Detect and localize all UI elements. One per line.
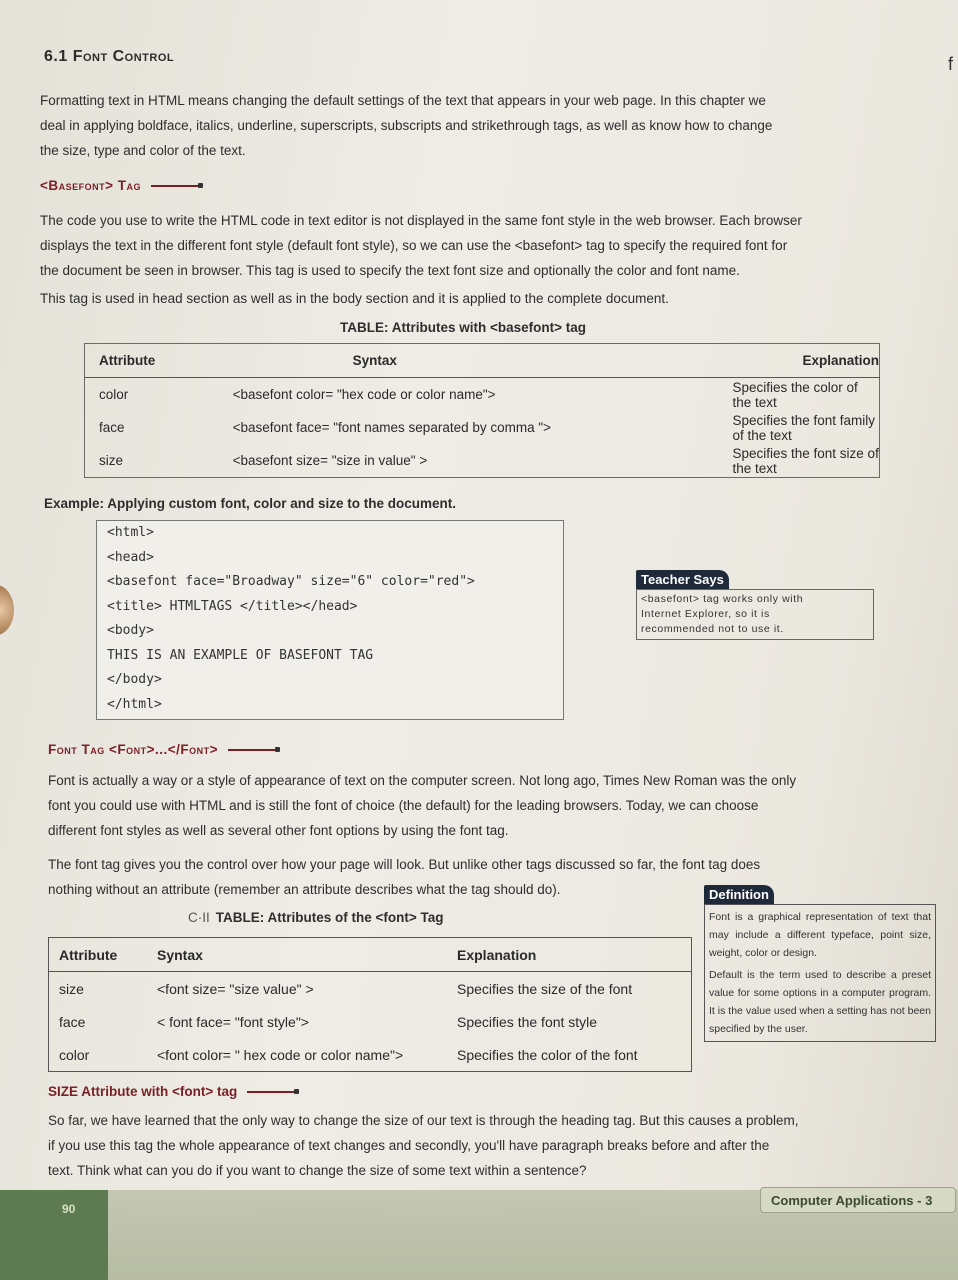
table-header: Attribute bbox=[59, 946, 118, 963]
font-tag-heading bbox=[48, 742, 278, 757]
table-header: Explanation bbox=[457, 946, 537, 963]
size-attribute-paragraph bbox=[48, 1108, 948, 1183]
font-table-caption-text: TABLE: Attributes of the <font> Tag bbox=[215, 910, 444, 925]
section-heading: 6.1 Font Control bbox=[44, 48, 175, 65]
arrow-icon bbox=[151, 185, 201, 187]
font-tag-line: different font styles as well as several other font options by using the font tag. bbox=[48, 823, 509, 838]
table-cell: Specifies the color of the font bbox=[457, 1046, 638, 1063]
edge-letter: f bbox=[948, 54, 954, 74]
font-tag-paragraph bbox=[48, 768, 938, 843]
size-attribute-line: if you use this tag the whole appearance of text changes and secondly, you'll have paragraph breaks before and after the bbox=[48, 1138, 770, 1153]
table-cell: <basefont face= "font names separated by comma "> bbox=[232, 420, 552, 435]
code-line: THIS IS AN EXAMPLE OF BASEFONT TAG bbox=[107, 647, 374, 663]
size-attribute-heading-text: SIZE Attribute with <font> tag bbox=[48, 1084, 238, 1099]
table-cell: size bbox=[99, 453, 124, 468]
definition-text: Default is the term used to describe a preset value for some options in a computer program. It is the value used when a setting has not been specified by the user. bbox=[709, 969, 931, 1035]
basefont-line: the document be seen in browser. This tag is used to specify the text font size and optionally the color and font name. bbox=[40, 263, 740, 278]
basefont-line: displays the text in the different font style (default font style), so we can use the <basefont> tag to specify the required font for bbox=[40, 238, 788, 253]
teacher-says-note bbox=[636, 570, 874, 640]
intro-line: Formatting text in HTML means changing the default settings of the text that appears in your web page. In this chapter we bbox=[40, 93, 766, 108]
table-cell: <basefont color= "hex code or color name"> bbox=[232, 387, 496, 402]
table-cell: <font size= "size value" > bbox=[157, 980, 314, 997]
table-cell: color bbox=[99, 387, 129, 402]
example-label: Example: Applying custom font, color and size to the document. bbox=[44, 496, 457, 511]
table-icon: C·II bbox=[188, 910, 210, 925]
teacher-says-line: recommended not to use it. bbox=[641, 623, 784, 635]
basefont-paragraph bbox=[40, 208, 940, 283]
table-header: Syntax bbox=[157, 946, 203, 963]
basefont-table-caption: TABLE: Attributes with <basefont> tag bbox=[340, 320, 587, 335]
definition-text: Font is a graphical representation of text that may include a different typeface, point size, weight, color or design. bbox=[709, 911, 931, 959]
code-example-box bbox=[96, 520, 564, 720]
font-tag-line: The font tag gives you the control over how your page will look. But unlike other tags discussed so far, the font tag does bbox=[48, 857, 761, 872]
table-row bbox=[49, 1038, 692, 1072]
font-tag-line: Font is actually a way or a style of appearance of text on the computer screen. Not long ago, Times New Roman was the only bbox=[48, 773, 797, 788]
definition-label: Definition bbox=[704, 885, 774, 904]
size-attribute-heading bbox=[48, 1084, 297, 1099]
basefont-heading bbox=[40, 178, 201, 193]
table-header: Syntax bbox=[352, 353, 397, 368]
table-header: Attribute bbox=[99, 353, 156, 368]
table-header: Explanation bbox=[802, 353, 879, 368]
table-cell: size bbox=[59, 980, 84, 997]
code-line: </body> bbox=[107, 672, 162, 687]
arrow-icon bbox=[228, 749, 278, 751]
table-row bbox=[85, 444, 880, 478]
code-line: <basefont face="Broadway" size="6" color="red"> bbox=[107, 574, 475, 589]
table-cell: <font color= " hex code or color name"> bbox=[157, 1046, 404, 1063]
size-attribute-line: text. Think what can you do if you want to change the size of some text within a sentence? bbox=[48, 1163, 587, 1178]
definition-box bbox=[704, 904, 936, 1042]
code-line: <body> bbox=[107, 623, 154, 638]
font-tag-heading-text: Font Tag <Font>...</Font> bbox=[48, 742, 219, 757]
size-attribute-line: So far, we have learned that the only way to change the size of our text is through the heading tag. But this causes a problem, bbox=[48, 1113, 799, 1128]
code-line: <html> bbox=[107, 525, 154, 540]
table-row bbox=[85, 378, 880, 412]
font-attributes-table bbox=[48, 937, 692, 1072]
table-cell: Specifies the size of the font bbox=[457, 980, 633, 997]
page-number-block bbox=[0, 1190, 108, 1280]
table-cell: <basefont size= "size in value" > bbox=[232, 453, 428, 468]
arrow-icon bbox=[247, 1091, 297, 1093]
binder-ring bbox=[0, 585, 14, 635]
code-line: <title> HTMLTAGS </title></head> bbox=[107, 598, 358, 614]
font-tag-line: nothing without an attribute (remember an attribute describes what the tag should do). bbox=[48, 882, 561, 897]
teacher-says-label: Teacher Says bbox=[636, 570, 729, 589]
basefont-attributes-table bbox=[84, 343, 880, 478]
book-title-badge: Computer Applications - 3 bbox=[760, 1187, 956, 1213]
font-tag-line: font you could use with HTML and is still the font of choice (the default) for the leading browsers. Today, we can choose bbox=[48, 798, 759, 813]
definition-note bbox=[704, 885, 936, 1042]
intro-paragraph bbox=[40, 88, 940, 163]
table-cell: Specifies the font style bbox=[457, 1013, 598, 1030]
intro-line: deal in applying boldface, italics, underline, superscripts, subscripts and strikethrough tags, as well as know how to change bbox=[40, 118, 773, 133]
page-number: 90 bbox=[62, 1202, 76, 1216]
table-cell: < font face= "font style"> bbox=[157, 1013, 309, 1030]
table-cell: Specifies the font size of the text bbox=[732, 445, 879, 476]
table-row bbox=[49, 1005, 692, 1038]
font-table-caption bbox=[188, 910, 443, 925]
table-row bbox=[85, 411, 880, 444]
intro-line: the size, type and color of the text. bbox=[40, 143, 246, 158]
table-cell: Specifies the color of the text bbox=[732, 379, 858, 410]
code-line: <head> bbox=[107, 549, 154, 565]
teacher-says-box bbox=[636, 589, 874, 640]
table-cell: color bbox=[59, 1046, 90, 1063]
basefont-line: The code you use to write the HTML code in text editor is not displayed in the same font style in the web browser. Each browser bbox=[40, 213, 802, 228]
teacher-says-line: Internet Explorer, so it is bbox=[641, 608, 770, 620]
table-cell: Specifies the font family of the text bbox=[732, 412, 876, 443]
table-cell: face bbox=[99, 420, 125, 435]
table-row bbox=[49, 972, 692, 1006]
basefont-heading-text: <Basefont> Tag bbox=[40, 178, 142, 193]
teacher-says-line: <basefont> tag works only with bbox=[641, 593, 804, 605]
table-cell: face bbox=[59, 1013, 86, 1030]
code-line: </html> bbox=[107, 696, 162, 712]
basefont-paragraph-2: This tag is used in head section as well as in the body section and it is applied to the complete document. bbox=[40, 291, 669, 306]
